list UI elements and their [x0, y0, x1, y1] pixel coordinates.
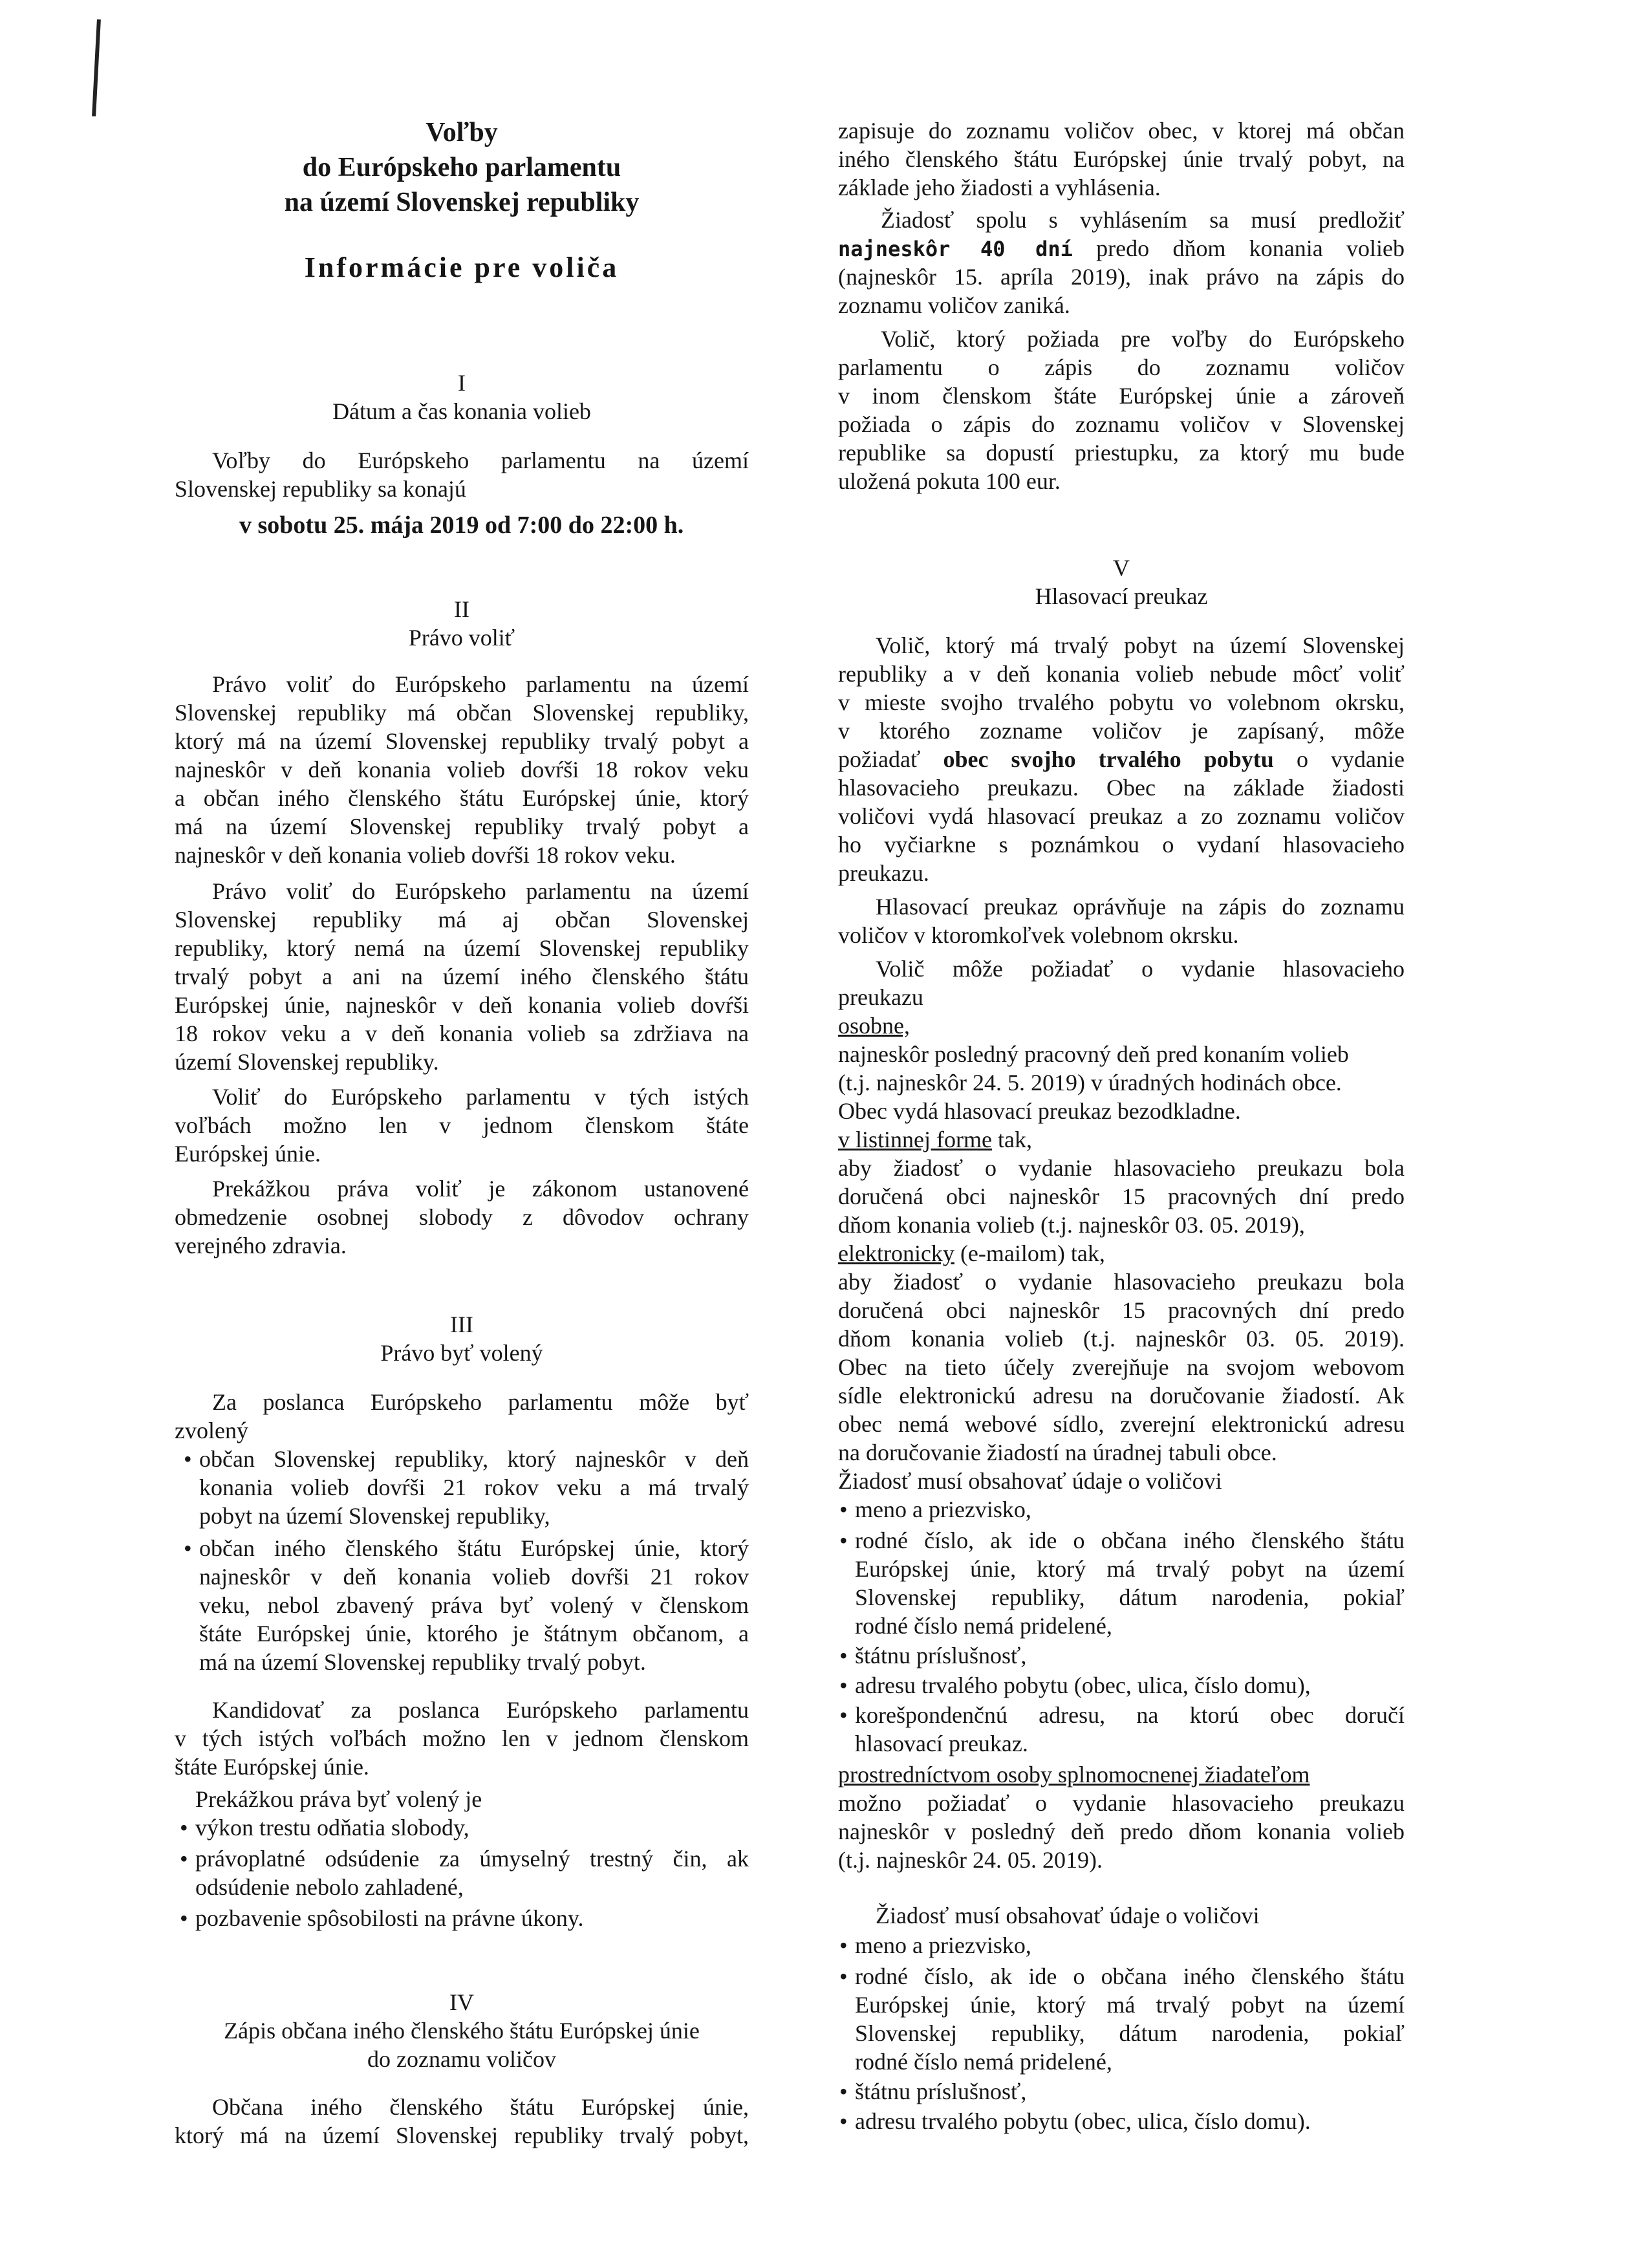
section-5-p2-line: voličov v ktoromkoľvek volebnom okrsku.: [838, 922, 1239, 948]
section-2-p3-line: voľbách možno len v jednom členskom štáte: [175, 1112, 749, 1138]
title-line-1: Voľby: [426, 118, 498, 147]
section-2-heading: Právo voliť: [408, 625, 515, 651]
request-2-item-2: • rodné číslo, ak ide o občana iného členského štátu: [855, 1962, 1405, 1991]
eligibility-bullet-2-cont: má na území Slovenskej republiky trvalý pobyt.: [199, 1649, 646, 1675]
option-proxy-label: prostredníctvom osoby splnomocnenej žiadateľom: [838, 1762, 1310, 1787]
option-electronic-heading: [838, 1239, 1405, 1268]
section-2-numeral: II: [454, 596, 469, 622]
section-2-p1-line: Slovenskej republiky má občan Slovenskej republiky,: [175, 700, 749, 726]
option-personally-line: najneskôr posledný pracovný deň pred konaním volieb: [838, 1041, 1349, 1067]
request-item-2: • rodné číslo, ak ide o občana iného členského štátu: [855, 1526, 1405, 1555]
option-written-line: doručená obci najneskôr 15 pracovných dní predo: [838, 1183, 1405, 1209]
deadline-rest: predo dňom konania volieb: [1096, 235, 1405, 261]
section-4-heading-line-2: do zoznamu voličov: [367, 2046, 556, 2072]
request-item-2-cont: Slovenskej republiky, dátum narodenia, pokiaľ: [855, 1584, 1405, 1610]
section-2-p2-line: Európskej únie, najneskôr v deň konania volieb dovŕši: [175, 992, 749, 1018]
request-item-3: • štátnu príslušnosť,: [855, 1641, 1405, 1670]
section-2-p4-line: Prekážkou práva voliť je zákonom ustanovené: [212, 1176, 749, 1202]
section-3-p2-line: v tých istých voľbách možno len v jednom členskom: [175, 1725, 749, 1751]
option-electronic-line: sídle elektronickú adresu na doručovanie žiadostí. Ak: [838, 1383, 1405, 1409]
request-verb: požiadať: [838, 746, 921, 772]
option-written-line: aby žiadosť o vydanie hlasovacieho preukazu bola: [838, 1155, 1405, 1181]
section-2-p1-line: má na území Slovenskej republiky trvalý pobyt a: [175, 814, 749, 839]
eligibility-bullet-2-cont: štáte Európskej únie, ktorého je štátnym občanom, a: [199, 1621, 749, 1647]
section-2-p2-line: Právo voliť do Európskeho parlamentu na území: [212, 878, 749, 904]
section-1-heading: Dátum a čas konania volieb: [332, 398, 591, 424]
option-written-line: dňom konania volieb (t.j. najneskôr 03. 05. 2019),: [838, 1212, 1305, 1238]
section-4-p2-line: [838, 234, 1405, 263]
section-2-p4-line: obmedzenie osobnej slobody z dôvodov ochrany: [175, 1204, 749, 1230]
section-2-p2-line: trvalý pobyt a ani na území iného členského štátu: [175, 964, 749, 989]
request-2-item-2-cont: Slovenskej republiky, dátum narodenia, pokiaľ: [855, 2020, 1405, 2046]
section-4-p1-cont: zapisuje do zoznamu voličov obec, v ktorej má občan: [838, 118, 1405, 144]
option-electronic-label: elektronicky: [838, 1240, 954, 1266]
section-4-p3-line: uložená pokuta 100 eur.: [838, 468, 1061, 494]
request-2-item-3: • štátnu príslušnosť,: [855, 2077, 1405, 2106]
request-2-item-2-cont: rodné číslo nemá pridelené,: [855, 2049, 1112, 2075]
section-5-p3-line: preukazu: [838, 984, 923, 1010]
request-item-5-cont: hlasovací preukaz.: [855, 1731, 1028, 1756]
request-intro: Žiadosť musí obsahovať údaje o voličovi: [838, 1468, 1222, 1494]
title-line-3: na území Slovenskej republiky: [284, 188, 640, 217]
section-3-p2-line: Kandidovať za poslanca Európskeho parlamentu: [212, 1697, 749, 1723]
section-2-p2-line: Slovenskej republiky má aj občan Slovenskej: [175, 907, 749, 933]
section-4-p3-line: parlamentu o zápis do zoznamu voličov: [838, 354, 1405, 380]
section-2-p3-line: Európskej únie.: [175, 1141, 321, 1167]
option-electronic-label-rest: (e-mailom) tak,: [954, 1240, 1105, 1266]
request-2-item-4: • adresu trvalého pobytu (obec, ulica, číslo domu).: [855, 2107, 1405, 2135]
section-1-text-line: Slovenskej republiky sa konajú: [175, 476, 466, 502]
section-4-p3-line: požiada o zápis do zoznamu voličov v Slovenskej: [838, 411, 1405, 437]
section-5-p1-line: Volič, ktorý má trvalý pobyt na území Slovenskej: [876, 632, 1405, 658]
section-5-p1-line: hlasovacieho preukazu. Obec na základe žiadosti: [838, 775, 1405, 801]
request-item-4: • adresu trvalého pobytu (obec, ulica, číslo domu),: [855, 1671, 1405, 1700]
request-2-item-1: • meno a priezvisko,: [855, 1931, 1405, 1960]
option-proxy-line: (t.j. najneskôr 24. 05. 2019).: [838, 1847, 1103, 1873]
section-5-p3-line: Volič môže požiadať o vydanie hlasovacieho: [876, 956, 1405, 982]
section-2-p2-line: republiky, ktorý nemá na území Slovenskej republiky: [175, 935, 749, 961]
section-4-p1-line: ktorý má na území Slovenskej republiky trvalý pobyt,: [175, 2122, 749, 2148]
obstacle-bullet-2: • právoplatné odsúdenie za úmyselný trestný čin, ak: [195, 1844, 749, 1873]
section-4-p3-line: v inom členskom štáte Európskej únie a zároveň: [838, 383, 1405, 409]
section-5-p2-line: Hlasovací preukaz oprávňuje na zápis do zoznamu: [876, 894, 1405, 920]
eligibility-bullet-2-cont: najneskôr v deň konania volieb dovŕši 21 rokov: [199, 1564, 749, 1590]
option-written-label-rest: tak,: [991, 1127, 1032, 1152]
margin-pen-mark: [92, 19, 101, 116]
section-3-intro-line: zvolený: [175, 1418, 248, 1443]
obstacle-bullet-1: • výkon trestu odňatia slobody,: [195, 1813, 749, 1842]
section-3-p2-line: štáte Európskej únie.: [175, 1754, 369, 1780]
request-2-intro: Žiadosť musí obsahovať údaje o voličovi: [876, 1903, 1260, 1928]
section-5-p1-line: voličovi vydá hlasovací preukaz a zo zoznamu voličov: [838, 803, 1405, 829]
eligibility-bullet-1-cont: pobyt na území Slovenskej republiky,: [199, 1503, 550, 1529]
option-electronic-line: aby žiadosť o vydanie hlasovacieho preukazu bola: [838, 1269, 1405, 1295]
request-item-2-cont: rodné číslo nemá pridelené,: [855, 1613, 1112, 1639]
section-2-p3-line: Voliť do Európskeho parlamentu v tých istých: [212, 1084, 749, 1110]
option-electronic-line: doručená obci najneskôr 15 pracovných dní predo: [838, 1297, 1405, 1323]
section-5-p1-line: [838, 745, 1405, 773]
section-4-p1-cont: základe jeho žiadosti a vyhlásenia.: [838, 175, 1161, 200]
municipality-of-residence: obec svojho trvalého pobytu: [943, 746, 1274, 772]
election-date: v sobotu 25. mája 2019 od 7:00 do 22:00 h.: [239, 512, 684, 539]
request-item-2-cont: Európskej únie, ktorý má trvalý pobyt na území: [855, 1556, 1405, 1582]
title-line-2: do Európskeho parlamentu: [302, 153, 621, 182]
section-4-numeral: IV: [449, 1989, 474, 2015]
right-column: [838, 0, 1405, 2268]
request-object: o vydanie: [1296, 746, 1405, 772]
option-written-label: v listinnej forme: [838, 1127, 992, 1152]
section-2-p1-line: najneskôr v deň konania volieb dovŕši 18 rokov veku.: [175, 842, 676, 868]
section-5-heading: Hlasovací preukaz: [1035, 583, 1208, 609]
eligibility-bullet-2: • občan iného členského štátu Európskej únie, ktorý: [199, 1534, 749, 1562]
section-5-p1-line: republiky a v deň konania volieb nebude môcť voliť: [838, 661, 1405, 687]
section-2-p1-line: a občan iného členského štátu Európskej únie, ktorý: [175, 785, 749, 811]
section-3-heading: Právo byť volený: [380, 1340, 543, 1366]
section-5-p1-line: ho vyčiarkne s poznámkou o vydaní hlasovacieho: [838, 832, 1405, 858]
section-1-text-line: Voľby do Európskeho parlamentu na území: [212, 448, 749, 473]
obstacles-intro: Prekážkou práva byť volený je: [195, 1786, 482, 1812]
option-personally-label: osobne,: [838, 1013, 910, 1039]
option-electronic-line: obec nemá webové sídlo, zverejní elektronickú adresu: [838, 1411, 1405, 1437]
left-column: [175, 0, 749, 2268]
obstacle-bullet-2-cont: odsúdenie nebolo zahladené,: [195, 1874, 464, 1900]
section-4-p1-cont: iného členského štátu Európskej únie trvalý pobyt, na: [838, 146, 1405, 172]
option-electronic-line: dňom konania volieb (t.j. najneskôr 03. 05. 2019).: [838, 1326, 1405, 1352]
eligibility-bullet-1: • občan Slovenskej republiky, ktorý najneskôr v deň: [199, 1445, 749, 1473]
request-item-5: • korešpondenčnú adresu, na ktorú obec doručí: [855, 1701, 1405, 1729]
subtitle: Informácie pre voliča: [304, 252, 620, 283]
section-4-heading-line-1: Zápis občana iného členského štátu Európskej únie: [224, 2018, 700, 2044]
section-4-p2-line: Žiadosť spolu s vyhlásením sa musí predložiť: [881, 207, 1405, 233]
deadline-40-days: najneskôr 40 dní: [838, 237, 1073, 261]
section-4-p1-line: Občana iného členského štátu Európskej únie,: [212, 2094, 749, 2120]
section-1-numeral: I: [458, 370, 466, 396]
section-4-p3-line: Volič, ktorý požiada pre voľby do Európskeho: [881, 326, 1405, 352]
section-4-p2-line: (najneskôr 15. apríla 2019), inak právo na zápis do: [838, 264, 1405, 290]
option-electronic-line: na doručovanie žiadostí na úradnej tabuli obce.: [838, 1440, 1277, 1465]
section-3-numeral: III: [450, 1312, 473, 1337]
option-personally-line: Obec vydá hlasovací preukaz bezodkladne.: [838, 1098, 1241, 1124]
option-electronic-line: Obec na tieto účely zverejňuje na svojom webovom: [838, 1354, 1405, 1380]
section-4-p2-line: zoznamu voličov zaniká.: [838, 292, 1070, 318]
section-2-p2-line: území Slovenskej republiky.: [175, 1049, 439, 1075]
option-written-heading: [838, 1125, 1405, 1154]
option-personally-line: (t.j. najneskôr 24. 5. 2019) v úradných hodinách obce.: [838, 1070, 1342, 1096]
section-2-p4-line: verejného zdravia.: [175, 1233, 347, 1258]
section-2-p1-line: ktorý má na území Slovenskej republiky trvalý pobyt a: [175, 728, 749, 754]
section-5-numeral: V: [1113, 555, 1130, 581]
request-2-item-2-cont: Európskej únie, ktorý má trvalý pobyt na území: [855, 1992, 1405, 2018]
section-3-intro-line: Za poslanca Európskeho parlamentu môže byť: [212, 1389, 749, 1415]
request-item-1: • meno a priezvisko,: [855, 1495, 1405, 1524]
obstacle-bullet-3: • pozbavenie spôsobilosti na právne úkony.: [195, 1904, 749, 1932]
eligibility-bullet-2-cont: veku, nebol zbavený práva byť volený v členskom: [199, 1592, 749, 1618]
section-5-p1-line: v mieste svojho trvalého pobytu vo volebnom okrsku,: [838, 689, 1405, 715]
option-proxy-line: možno požiadať o vydanie hlasovacieho preukazu: [838, 1790, 1405, 1816]
section-2-p1-line: Právo voliť do Európskeho parlamentu na území: [212, 671, 749, 697]
section-2-p1-line: najneskôr v deň konania volieb dovŕši 18 rokov veku: [175, 757, 749, 783]
eligibility-bullet-1-cont: konania volieb dovŕši 21 rokov veku a má trvalý: [199, 1474, 749, 1500]
section-2-p2-line: 18 rokov veku a v deň konania volieb sa zdržiava na: [175, 1021, 749, 1046]
section-5-p1-line: preukazu.: [838, 860, 929, 886]
section-4-p3-line: republike sa dopustí priestupku, za ktorý mu bude: [838, 440, 1405, 466]
option-proxy-line: najneskôr v posledný deň predo dňom konania volieb: [838, 1819, 1405, 1844]
section-5-p1-line: v ktorého zozname voličov je zapísaný, môže: [838, 718, 1405, 744]
